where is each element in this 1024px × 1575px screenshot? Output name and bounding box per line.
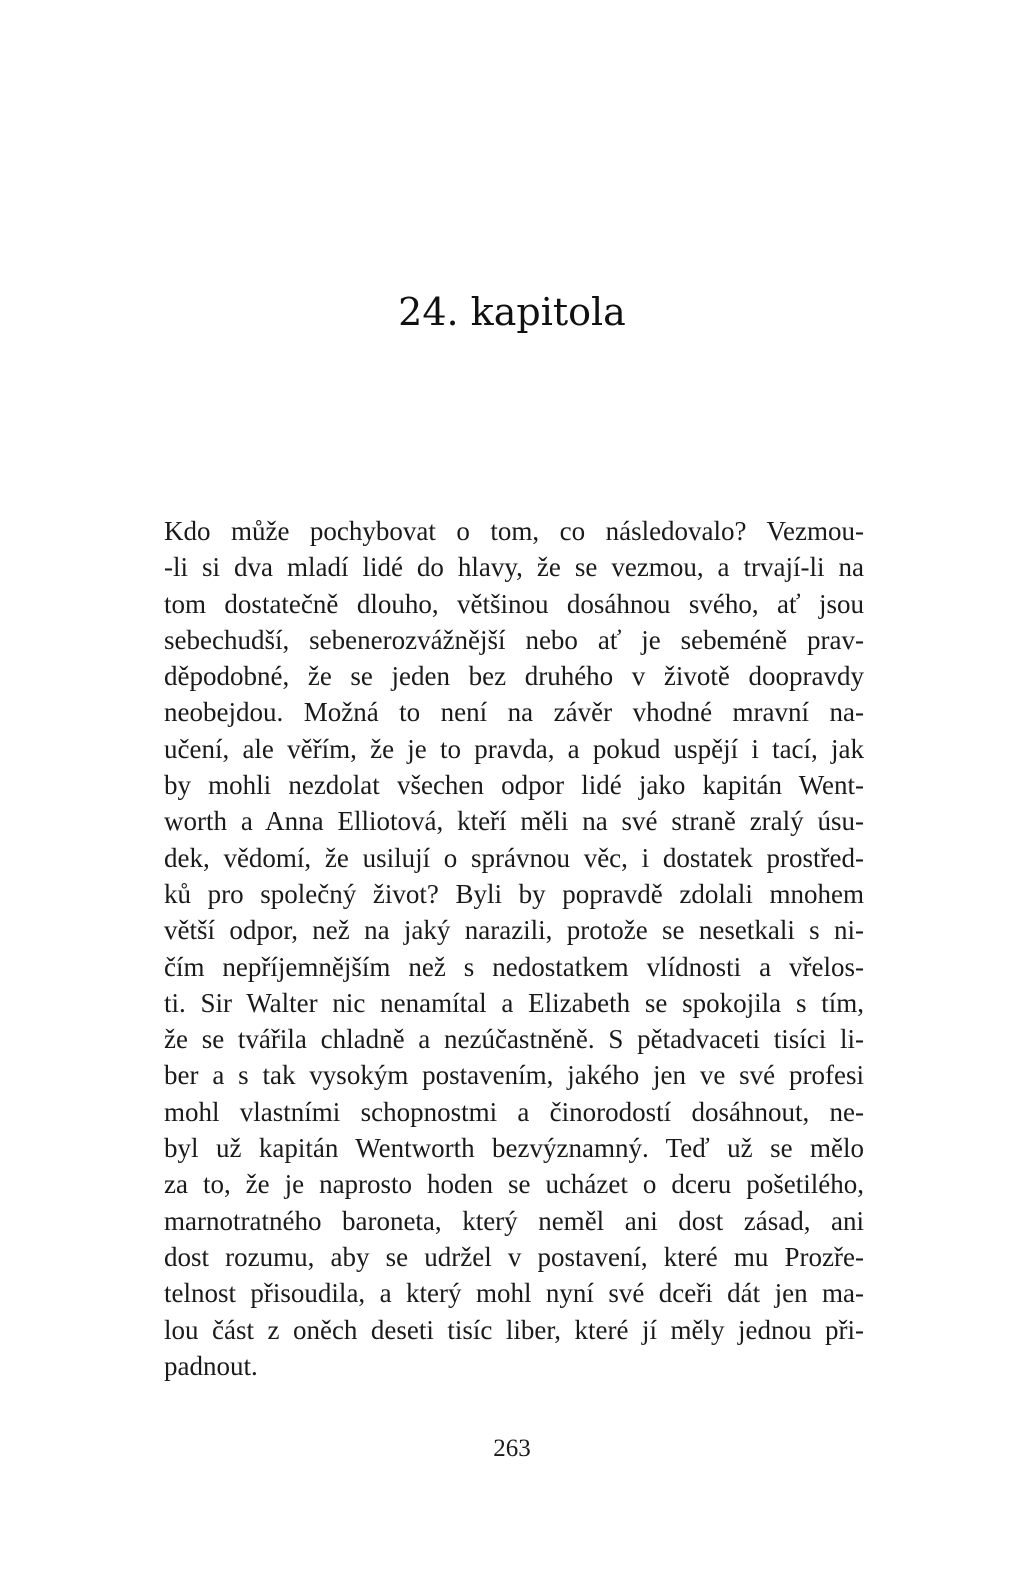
text-line: mohl vlastními schopnostmi a činorodostí dosáhnout, ne- — [164, 1096, 864, 1127]
text-line: Kdo může pochybovat o tom, co následovalo? Vezmou- — [164, 516, 864, 546]
text-line: padnout. — [164, 1350, 258, 1381]
text-line: ků pro společný život? Byli by popravdě zdolali mnohem — [164, 878, 864, 909]
text-line: za to, že je naprosto hoden se ucházet o dceru pošetilého, — [164, 1169, 864, 1200]
text-line: tom dostatečně dlouho, většinou dosáhnou svého, ať jsou — [164, 588, 864, 619]
text-line: ber a s tak vysokým postavením, jakého jen ve své profesi — [164, 1060, 864, 1091]
text-line: čím nepříjemnějším než s nedostatkem vlídnosti a vřelos- — [164, 951, 864, 982]
text-line: děpodobné, že se jeden bez druhého v životě doopravdy — [164, 661, 864, 692]
text-line: dek, vědomí, že usilují o správnou věc, i dostatek prostřed- — [164, 842, 864, 873]
text-line: by mohli nezdolat všechen odpor lidé jako kapitán Went- — [164, 770, 864, 801]
text-line: -li si dva mladí lidé do hlavy, že se vezmou, a trvají-li na — [164, 552, 864, 583]
page-number: 263 — [493, 1435, 531, 1462]
text-line: ti. Sir Walter nic nenamítal a Elizabeth se spokojila s tím, — [164, 987, 864, 1018]
text-line: učení, ale věřím, že je to pravda, a pokud uspějí i tací, jak — [164, 733, 864, 764]
text-line: že se tvářila chladně a nezúčastněně. S pětadvaceti tisíci li- — [164, 1024, 864, 1055]
text-line: sebechudší, sebenerozvážnější nebo ať je sebeméně prav- — [164, 624, 864, 655]
text-line: marnotratného baroneta, který neměl ani dost zásad, ani — [164, 1205, 864, 1236]
chapter-title: 24. kapitola — [398, 290, 626, 334]
text-line: byl už kapitán Wentworth bezvýznamný. Teď už se mělo — [164, 1133, 864, 1164]
text-line: dost rozumu, aby se udržel v postavení, které mu Prozře- — [164, 1241, 864, 1272]
text-line: lou část z oněch deseti tisíc liber, které jí měly jednou při- — [164, 1314, 864, 1345]
text-line: worth a Anna Elliotová, kteří měli na své straně zralý úsu- — [164, 806, 864, 837]
text-line: telnost přisoudila, a který mohl nyní své dceři dát jen ma- — [164, 1278, 864, 1309]
text-line: neobejdou. Možná to není na závěr vhodné mravní na- — [164, 697, 864, 728]
text-line: větší odpor, než na jaký narazili, protože se nesetkali s ni- — [164, 915, 864, 946]
body-paragraph — [164, 513, 864, 1384]
